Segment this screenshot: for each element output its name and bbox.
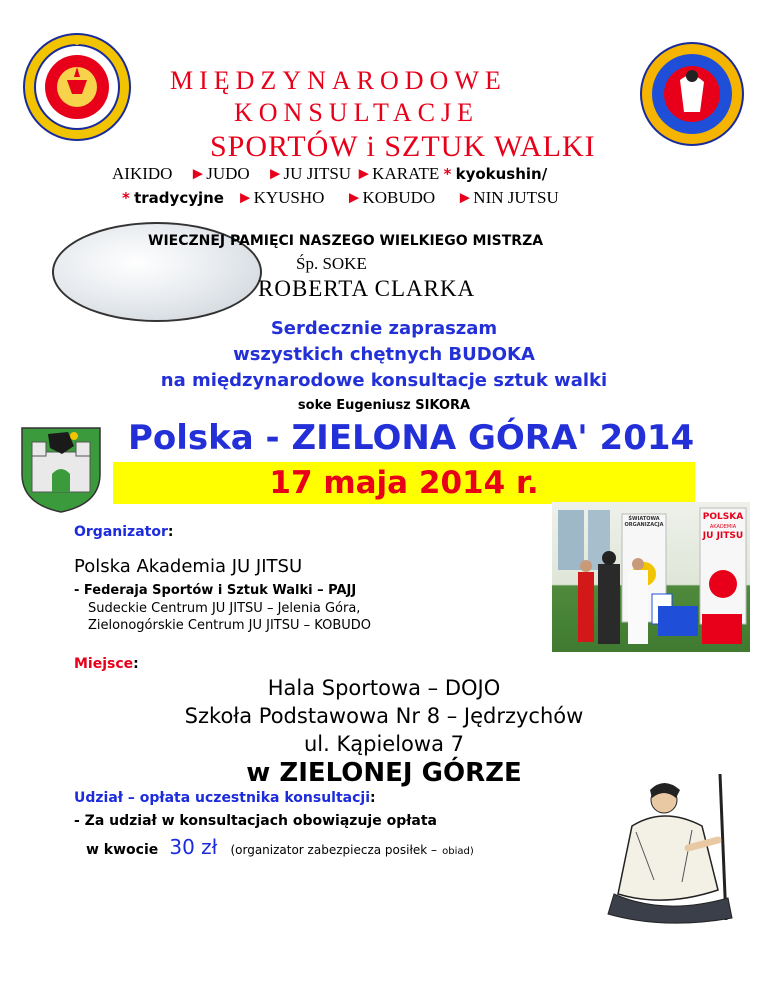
event-location-title: Polska - ZIELONA GÓRA' 2014 <box>128 418 695 458</box>
organizer-line-2: Sudeckie Centrum JU JITSU – Jelenia Góra, <box>88 601 361 616</box>
fee-label-row <box>74 790 376 806</box>
star-mark: * <box>122 189 130 207</box>
invitation-line-1: Serdecznie zapraszam <box>270 318 498 339</box>
fee-amount: 30 zł <box>169 835 218 859</box>
disciplines-line-2 <box>122 188 559 208</box>
discipline-judo: JUDO <box>206 164 250 183</box>
fee-line-1: - Za udział w konsultacjach obowiązuje opłata <box>74 813 438 829</box>
world-jujitsu-kobudo-logo <box>640 42 744 146</box>
discipline-kyokushin: kyokushin/ <box>455 165 548 183</box>
photo-banner-right-top: POLSKA <box>702 512 744 522</box>
venue-line-1: Hala Sportowa – DOJO <box>267 676 501 700</box>
organizer-colon: : <box>167 524 174 540</box>
photo-banner-left: ŚWIATOWA ORGANIZACJA <box>624 516 664 528</box>
venue-line-4: w ZIELONEJ GÓRZE <box>246 758 522 788</box>
invitation-line-3: na międzynarodowe konsultacje sztuk walki <box>160 370 608 391</box>
arrow-icon: ► <box>345 188 363 207</box>
venue-colon: : <box>133 656 139 672</box>
organizer-label-row <box>74 524 173 540</box>
arrow-icon: ► <box>189 164 207 183</box>
invitation-line-2: wszystkich chętnych BUDOKA <box>233 344 535 365</box>
invitation-signature: soke Eugeniusz SIKORA <box>297 398 471 413</box>
photo-banner-right-mid: AKADEMIA <box>709 524 737 530</box>
discipline-ninjutsu: NIN JUTSU <box>473 188 559 207</box>
organizer-line-1: - Federaja Sportów i Sztuk Walki – PAJJ <box>74 583 357 598</box>
arrow-icon: ► <box>355 164 373 183</box>
venue-label: Miejsce <box>74 656 134 672</box>
memorial-line-3: ROBERTA CLARKA <box>258 276 476 301</box>
organizer-label: Organizator <box>74 524 168 540</box>
event-photo <box>552 502 750 652</box>
discipline-karate: KARATE <box>372 164 440 183</box>
discipline-kyusho: KYUSHO <box>253 188 325 207</box>
discipline-tradycyjne: tradycyjne <box>134 189 224 207</box>
polska-akademia-logo <box>22 32 132 142</box>
fee-line-2-c: obiad) <box>442 846 474 857</box>
fee-line-2 <box>86 835 474 859</box>
memorial-line-2: Śp. SOKE <box>296 254 367 273</box>
star-mark: * <box>443 165 452 183</box>
memorial-line-1: WIECZNEJ PAMIĘCI NASZEGO WIELKIEGO MISTRZA <box>148 233 544 249</box>
samurai-illustration <box>602 770 752 930</box>
fee-line-2-b: (organizator zabezpiecza posiłek – <box>230 843 438 857</box>
discipline-aikido: AIKIDO <box>112 164 173 183</box>
arrow-icon: ► <box>236 188 254 207</box>
fee-label: Udział – opłata uczestnika konsultacji <box>74 790 371 806</box>
venue-label-row <box>74 656 139 672</box>
fee-colon: : <box>370 790 376 806</box>
venue-line-3: ul. Kąpielowa 7 <box>304 732 464 756</box>
organizer-line-3: Zielonogórskie Centrum JU JITSU – KOBUDO <box>88 618 372 633</box>
disciplines-line-1 <box>112 164 547 184</box>
event-date: 17 maja 2014 r. <box>269 465 539 501</box>
organizer-name: Polska Akademia JU JITSU <box>74 556 303 577</box>
title-line-2: KONSULTACJE <box>234 98 479 127</box>
photo-banner-right-bottom: JU JITSU <box>702 531 744 541</box>
discipline-jujitsu: JU JITSU <box>283 164 352 183</box>
venue-line-2: Szkoła Podstawowa Nr 8 – Jędrzychów <box>184 704 584 728</box>
arrow-icon: ► <box>266 164 284 183</box>
arrow-icon: ► <box>456 188 474 207</box>
title-line-3: SPORTÓW i SZTUK WALKI <box>210 130 596 163</box>
zielona-gora-coat-of-arms <box>18 424 104 514</box>
discipline-kobudo: KOBUDO <box>362 188 436 207</box>
title-line-1: MIĘDZYNARODOWE <box>170 66 507 95</box>
fee-line-2-a: w kwocie <box>86 842 159 858</box>
